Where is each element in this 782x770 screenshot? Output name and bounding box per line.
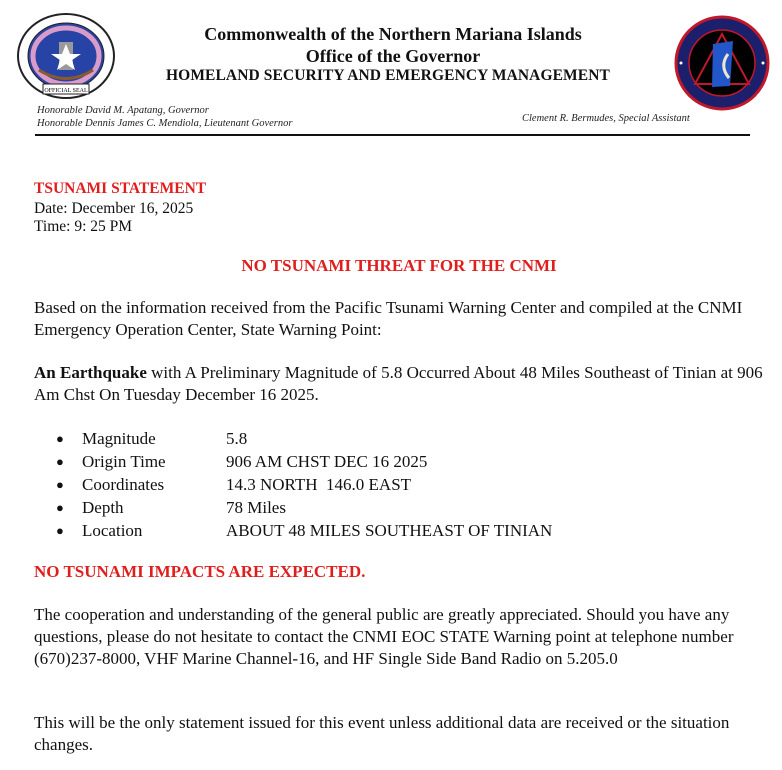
- header-office-title: Office of the Governor: [305, 46, 481, 66]
- bullet-icon: ●: [56, 476, 64, 492]
- header-divider: [35, 134, 750, 136]
- event-paragraph: [34, 362, 769, 406]
- lt-governor-name: Honorable Dennis James C. Mendiola, Lieutenant Governor: [37, 118, 293, 129]
- fact-location: [56, 519, 552, 542]
- fact-label: Location: [82, 520, 143, 540]
- statement-time: Time: 9: 25 PM: [34, 218, 133, 235]
- governor-name: Honorable David M. Apatang, Governor: [37, 105, 209, 116]
- fact-depth: [56, 496, 552, 519]
- fact-label: Origin Time: [82, 451, 166, 471]
- fact-value: 78 Miles: [226, 497, 286, 517]
- fact-origin-time: [56, 450, 552, 473]
- statement-title: TSUNAMI STATEMENT: [34, 180, 207, 197]
- closing-paragraph: This will be the only statement issued for this event unless additional data are received or the situation changes.: [34, 713, 730, 754]
- fact-value: 906 AM CHST DEC 16 2025: [226, 451, 428, 471]
- bullet-icon: ●: [56, 522, 64, 538]
- threat-headline: NO TSUNAMI THREAT FOR THE CNMI: [241, 256, 557, 275]
- fact-label: Magnitude: [82, 428, 156, 448]
- bullet-icon: ●: [56, 430, 64, 446]
- header-commonwealth-title: Commonwealth of the Northern Mariana Islands: [204, 24, 582, 44]
- statement-date: Date: December 16, 2025: [34, 200, 194, 217]
- event-lead: An Earthquake: [34, 363, 147, 382]
- fact-value: ABOUT 48 MILES SOUTHEAST OF TINIAN: [226, 520, 553, 540]
- header-department-title: HOMELAND SECURITY AND EMERGENCY MANAGEMENT: [166, 67, 610, 84]
- fact-value: 5.8: [226, 428, 248, 448]
- fact-label: Depth: [82, 497, 124, 517]
- event-text: with A Preliminary Magnitude of 5.8 Occurred About 48 Miles Southeast of Tinian at 906 Am Chst On Tuesday December 16 2025.: [34, 363, 763, 404]
- fact-label: Coordinates: [82, 474, 165, 494]
- fact-magnitude: [56, 427, 552, 450]
- bullet-icon: ●: [56, 453, 64, 469]
- seal-banner-text: OFFICIAL SEAL: [44, 88, 88, 94]
- contact-paragraph: The cooperation and understanding of the general public are greatly appreciated. Should you have any questions, please do not hesitate to contact the CNMI EOC STATE Warning point at telephone number (670)237-8000, VHF Marine Channel-16, and HF Single Side Band Radio on 5.205.0: [34, 605, 734, 668]
- special-assistant-name: Clement R. Bermudes, Special Assistant: [522, 113, 690, 124]
- earthquake-facts-list: [56, 427, 552, 542]
- fact-value: 14.3 NORTH 146.0 EAST: [226, 474, 412, 494]
- intro-paragraph: Based on the information received from the Pacific Tsunami Warning Center and compiled at the CNMI Emergency Operation Center, State Warning Point:: [34, 298, 743, 339]
- bullet-icon: ●: [56, 499, 64, 515]
- fact-coordinates: [56, 473, 552, 496]
- impacts-headline: NO TSUNAMI IMPACTS ARE EXPECTED.: [34, 562, 366, 581]
